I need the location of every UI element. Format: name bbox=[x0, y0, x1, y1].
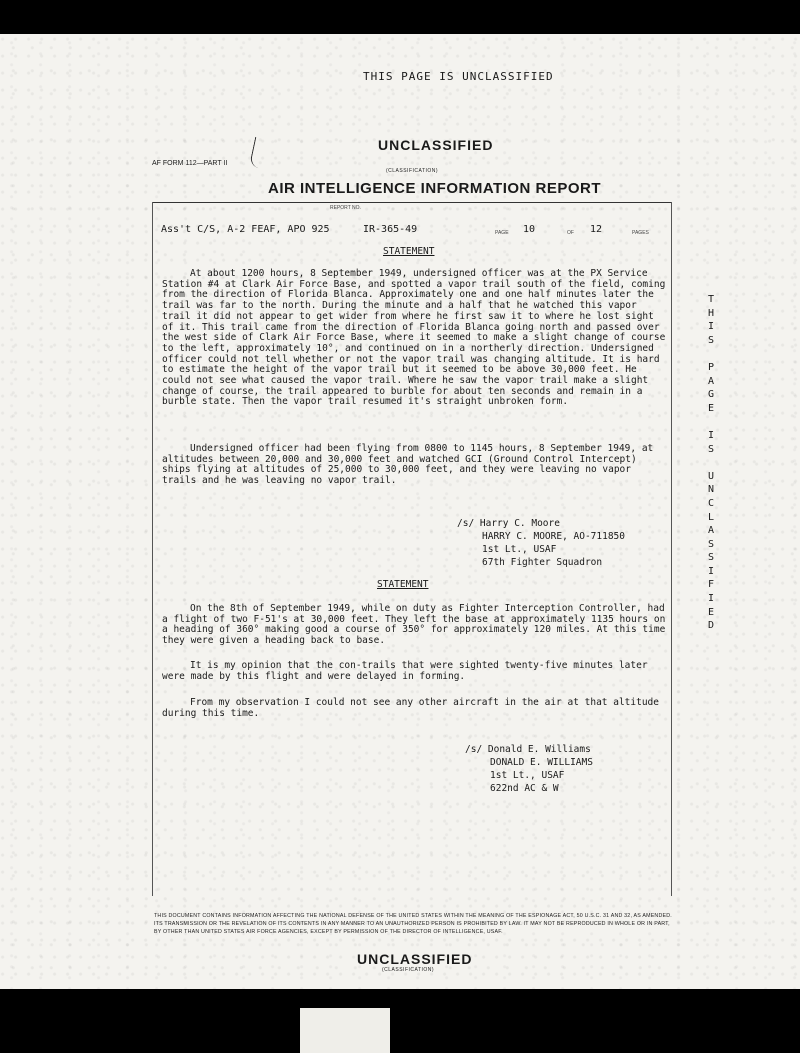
signature-line: 67th Fighter Squadron bbox=[482, 557, 603, 568]
signature-line: HARRY C. MOORE, AO-711850 bbox=[482, 531, 625, 542]
report-number: IR-365-49 bbox=[363, 224, 418, 235]
page-label: PAGE bbox=[495, 230, 509, 236]
bottom-classification-stamp: UNCLASSIFIED bbox=[357, 951, 473, 967]
report-no-label: REPORT NO. bbox=[330, 205, 361, 211]
signature-block bbox=[457, 517, 625, 569]
form-frame-left bbox=[152, 202, 153, 896]
side-classification-marking: T H I S P A G E I S U N C L A S S I F I E D bbox=[707, 294, 715, 632]
classification-caption-top: (CLASSIFICATION) bbox=[386, 168, 439, 174]
of-label: OF bbox=[567, 230, 574, 236]
signature-line: DONALD E. WILLIAMS bbox=[490, 757, 593, 768]
statement1-paragraph: At about 1200 hours, 8 September 1949, undersigned officer was at the PX Service Station #4 at Clark Air Force Base, and spotted a vapor trail south of the field, coming from the direction of Florida Blanca. Approximately one and one half minutes later the trail was far to the north. During the minute and a half that he watched this vapor trail it did not appear to get wider from where he first saw it to where he lost sight of it. This trail came from the direction of Florida Blanca going north and passed over the west side of Clark Air Force Base, where it seemed to make a slight change of course to the left, approximately 10°, and continued on in a northerly direction. Undersigned officer could not tell whether or not the vapor trail was changing altitude. It is hard to estimate the height of the vapor trail but it seemed to be above 30,000 feet. He could not see what caused the vapor trail. Where he saw the vapor trail make a slight change of course, the trail appeared to burble for about ten seconds and remain in a burble state. Then the vapor trail resumed it's straight unbroken form. bbox=[162, 268, 666, 408]
espionage-act-notice: THIS DOCUMENT CONTAINS INFORMATION AFFECTING THE NATIONAL DEFENSE OF THE UNITED STATES WITHIN THE MEANING OF THE ESPIONAGE ACT, 50 U.S.C. 31 AND 32, AS AMENDED. ITS TRANSMISSION OR THE REVELATION OF ITS CONTENTS IN ANY MANNER TO AN UNAUTHORIZED PERSON IS PROHIBITED BY LAW. IT MAY NOT BE REPRODUCED IN WHOLE OR IN PART, BY OTHER THAN UNITED STATES AIR FORCE AGENCIES, EXCEPT BY PERMISSION OF THE DIRECTOR OF INTELLIGENCE, USAF. bbox=[154, 913, 672, 935]
total-pages: 12 bbox=[590, 224, 603, 235]
statement-heading: STATEMENT bbox=[383, 246, 435, 257]
signature-line: 1st Lt., USAF bbox=[490, 770, 565, 781]
pages-label: PAGES bbox=[632, 230, 649, 236]
page-number: 10 bbox=[523, 224, 536, 235]
signature-block bbox=[465, 743, 593, 795]
statement1-paragraph: Undersigned officer had been flying from 0800 to 1145 hours, 8 September 1949, at altitudes between 20,000 and 30,000 feet and watched GCI (Ground Control Intercept) ships flying at altitudes of 25,000 to 30,000 feet, and they were leaving no vapor trails and he was leaving no vapor trail. bbox=[162, 443, 654, 487]
report-title: AIR INTELLIGENCE INFORMATION REPORT bbox=[268, 180, 602, 197]
statement2-paragraph: It is my opinion that the con-trails that were sighted twenty-five minutes later were made by this flight and were delayed in forming. bbox=[162, 660, 648, 682]
signature-line: 622nd AC & W bbox=[490, 783, 559, 794]
form-frame-top bbox=[152, 202, 672, 203]
statement2-paragraph: On the 8th of September 1949, while on duty as Fighter Interception Controller, had a flight of two F-51's at 30,000 feet. They left the base at approximately 1135 hours on a heading of 360° making good a course of 350° for approximately 120 miles. At this time they were given a heading back to base. bbox=[162, 603, 666, 647]
from-field: Ass't C/S, A-2 FEAF, APO 925 bbox=[161, 224, 330, 235]
paper-scrap bbox=[300, 1008, 390, 1053]
top-classification-marking: THIS PAGE IS UNCLASSIFIED bbox=[363, 70, 554, 83]
top-classification-stamp: UNCLASSIFIED bbox=[378, 137, 494, 153]
signature-line: 1st Lt., USAF bbox=[482, 544, 557, 555]
statement2-paragraph: From my observation I could not see any other aircraft in the air at that altitude during this time. bbox=[162, 697, 659, 719]
form-number: AF FORM 112—PART II bbox=[152, 160, 228, 167]
classification-caption-bottom: (CLASSIFICATION) bbox=[382, 967, 435, 973]
form-frame-right bbox=[671, 202, 672, 896]
signature-line: /s/ Harry C. Moore bbox=[457, 518, 560, 529]
statement-heading: STATEMENT bbox=[377, 579, 429, 590]
document-page bbox=[0, 34, 800, 989]
signature-line: /s/ Donald E. Williams bbox=[465, 744, 591, 755]
